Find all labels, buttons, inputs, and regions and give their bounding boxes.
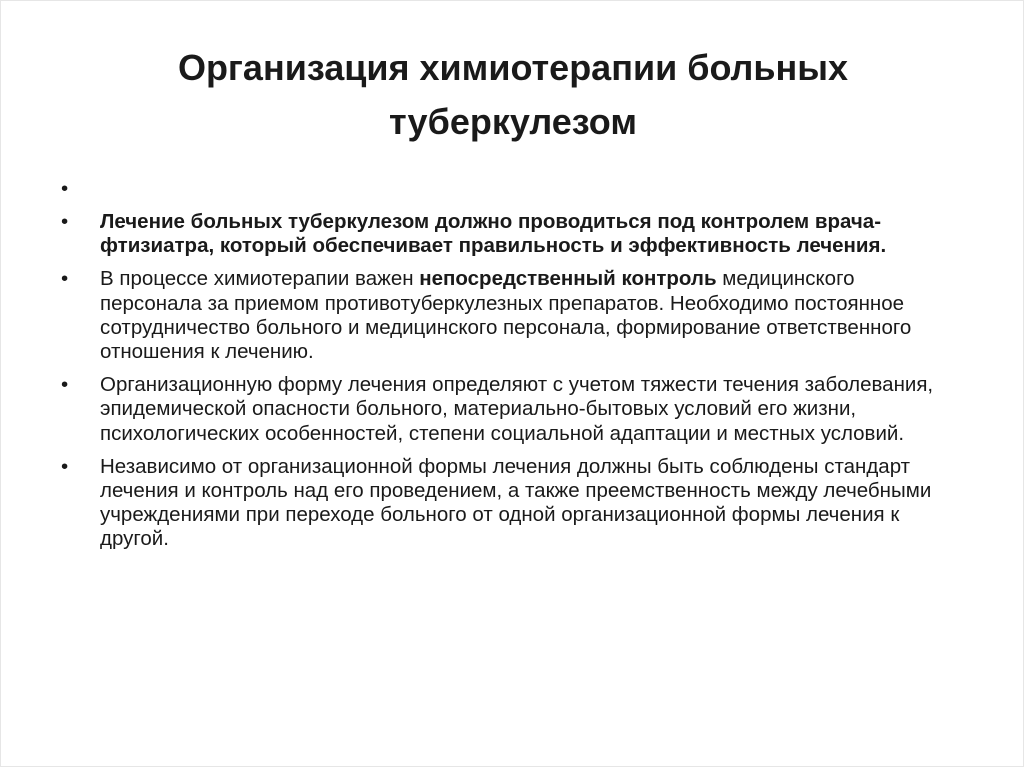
- bullet-text: Лечение больных туберкулезом должно проводиться под контролем врача-фтизиатра, который обеспечивает правильность и эффективность лечения.: [100, 210, 887, 258]
- bullet-marker: •: [61, 373, 69, 397]
- bullet-item-organizational-form: [61, 373, 961, 446]
- bullet-item-empty: [61, 177, 961, 201]
- bullet-text: Независимо от организационной формы лечения должны быть соблюдены стандарт лечения и контроль над его проведением, а также преемственность между лечебными учреждениями при переходе больного от одной организационной формы лечения к другой.: [100, 454, 932, 551]
- bullet-item-standard-continuity: [61, 455, 961, 552]
- bullet-text: Организационную форму лечения определяют с учетом тяжести течения заболевания, эпидемической опасности больного, материально-бытовых условий его жизни, психологических особенностей, степени социальной адаптации и местных условий.: [100, 373, 934, 445]
- slide-title: [91, 41, 935, 149]
- bullet-text-before: В процессе химиотерапии важен: [100, 267, 420, 291]
- bullet-marker: •: [61, 267, 69, 291]
- bullet-text-bold: непосредственный контроль: [419, 267, 717, 291]
- bullet-text-after: медицинского персонала за приемом противотуберкулезных препаратов. Необходимо постоянное сотрудничество больного и медицинского персонала, формирование ответственного отношения к лечению.: [100, 267, 912, 364]
- bullet-marker: •: [61, 210, 69, 233]
- bullet-marker: •: [61, 177, 69, 200]
- title-line-1: Организация химиотерапии больных: [177, 47, 849, 88]
- bullet-list: [61, 177, 961, 561]
- bullet-item-direct-control: [61, 267, 961, 364]
- title-line-2: туберкулезом: [389, 101, 637, 142]
- bullet-marker: •: [61, 454, 69, 478]
- bullet-item-treatment-control: [61, 210, 961, 258]
